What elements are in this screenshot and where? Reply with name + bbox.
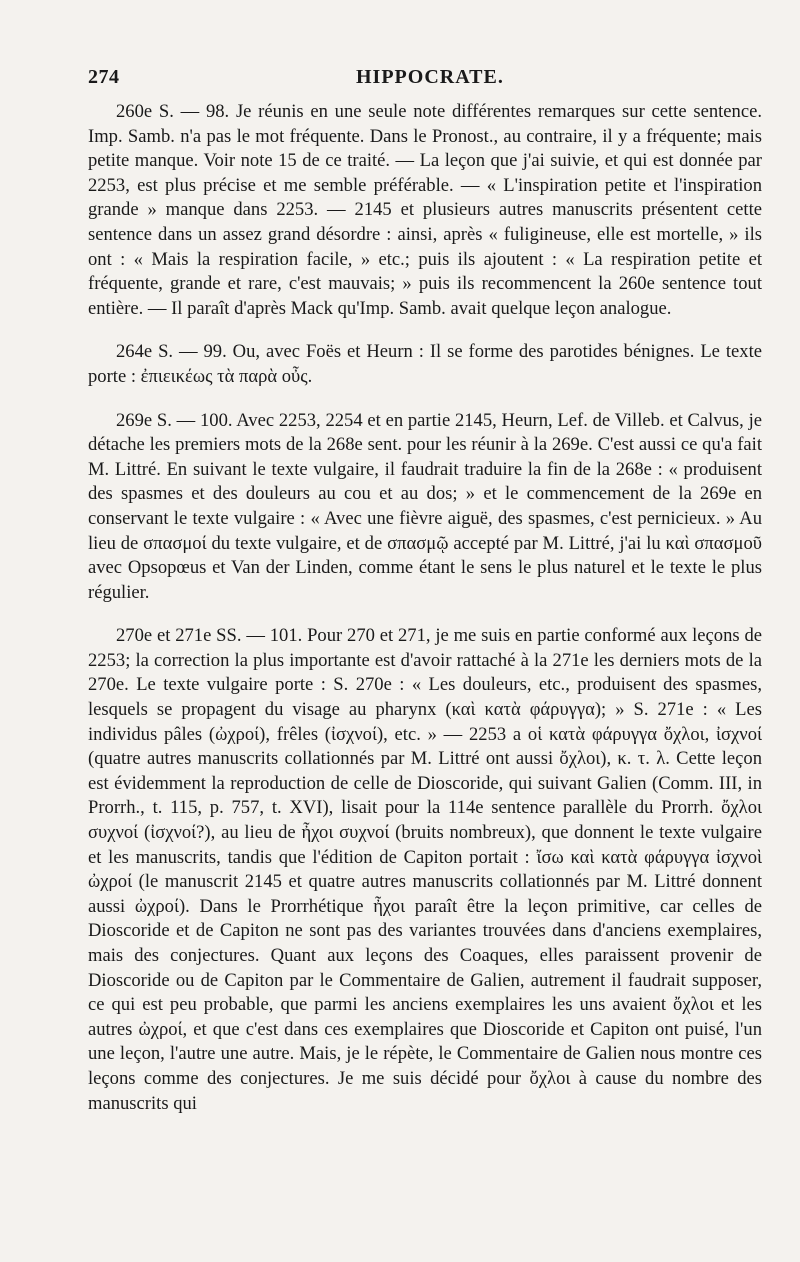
page-number: 274 (88, 66, 120, 88)
note-101: 270e et 271e SS. — 101. Pour 270 et 271, je me suis en partie conformé aux leçons de 2253; la correction la plus importante est d'avoir rattaché à la 271e les derniers mots de la 270e. Le texte vulgaire porte : S. 270e : « Les douleurs, etc., produisent des spasmes, lesquels se propagent du visage au pharynx (καὶ κατὰ φάρυγγα); » S. 271e : « Les individus pâles (ὠχροί), frêles (ἰσχνοί), etc. » — 2253 a οἱ κατὰ φάρυγγα ὄχλοι, ἰσχνοί (quatre autres manuscrits collationnés par M. Littré ont aussi ὄχλοι), κ. τ. λ. Cette leçon est évidemment la reproduction de celle de Dioscoride, qui suivant Galien (Comm. III, in Prorrh., t. 115, p. 757, t. XVI), lisait pour la 114e sentence parallèle du Prorrh. ὄχλοι συχνοί (ἰσχνοί?), au lieu de ἦχοι συχνοί (bruits nombreux), que donnent le texte vulgaire et les manuscrits, tandis que l'édition de Capiton portait : ἴσω καὶ κατὰ φάρυγγα ἰσχνοὶ ὠχροί (le manuscrit 2145 et quatre autres manuscrits collationnés par M. Littré donnent aussi ὠχροί). Dans le Prorrhétique ἦχοι paraît être la leçon primitive, car celles de Dioscoride et de Capiton ne sont pas des variantes trouvées dans d'anciens exemplaires, mais des conjectures. Quant aux leçons des Coaques, elles paraissent provenir de Dioscoride ou de Capiton par le Commentaire de Galien, autrement il faudrait supposer, ce qui est peu probable, que parmi les anciens exemplaires les uns avaient ὄχλοι et les autres ὠχροί, et que c'est dans ces exemplaires que Dioscoride et Capiton ont puisé, l'un une leçon, l'autre une autre. Mais, je le répète, le Commentaire de Galien nous montre ces leçons comme des conjectures. Je me suis décidé pour ὄχλοι à cause du nombre des manuscrits qui (88, 625, 762, 1114)
note-98: 260e S. — 98. Je réunis en une seule note différentes remarques sur cette sentence. Imp. Samb. n'a pas le mot fréquente. Dans le Pronost., au contraire, il y a fréquente; mais petite manque. Voir note 15 de ce traité. — La leçon que j'ai suivie, et qui est donnée par 2253, est plus précise et me semble préférable. — « L'inspiration petite et l'inspiration grande » manque dans 2253. — 2145 et plusieurs autres manuscrits présentent cette sentence dans un assez grand désordre : ainsi, après « fuligineuse, elle est mortelle, » ils ont : « Mais la respiration facile, » etc.; puis ils ajoutent : « La respiration petite et fréquente, grande et rare, c'est mauvais; » puis ils recommencent la 260e sentence tout entière. — Il paraît d'après Mack qu'Imp. Samb. avait quelque leçon analogue. (88, 101, 762, 319)
note-99: 264e S. — 99. Ou, avec Foës et Heurn : Il se forme des parotides bénignes. Le texte porte : ἐπιεικέως τὰ παρὰ οὖς. (88, 341, 762, 387)
note-100: 269e S. — 100. Avec 2253, 2254 et en partie 2145, Heurn, Lef. de Villeb. et Calvus, je détache les premiers mots de la 268e sent. pour les réunir à la 269e. C'est aussi ce qu'a fait M. Littré. En suivant le texte vulgaire, il faudrait traduire la fin de la 268e : « produisent des spasmes et des douleurs au cou et au dos; » et le commencement de la 269e en conservant le texte vulgaire : « Avec une fièvre aiguë, des spasmes, c'est pernicieux. » Au lieu de σπασμοί du texte vulgaire, et de σπασμῷ accepté par M. Littré, j'ai lu καὶ σπασμοῦ avec Opsopœus et Van der Linden, comme étant le sens le plus naturel et le texte le plus régulier. (88, 409, 762, 603)
running-title: HIPPOCRATE. (356, 66, 504, 88)
page-body (88, 100, 762, 1135)
page-header (88, 66, 762, 92)
